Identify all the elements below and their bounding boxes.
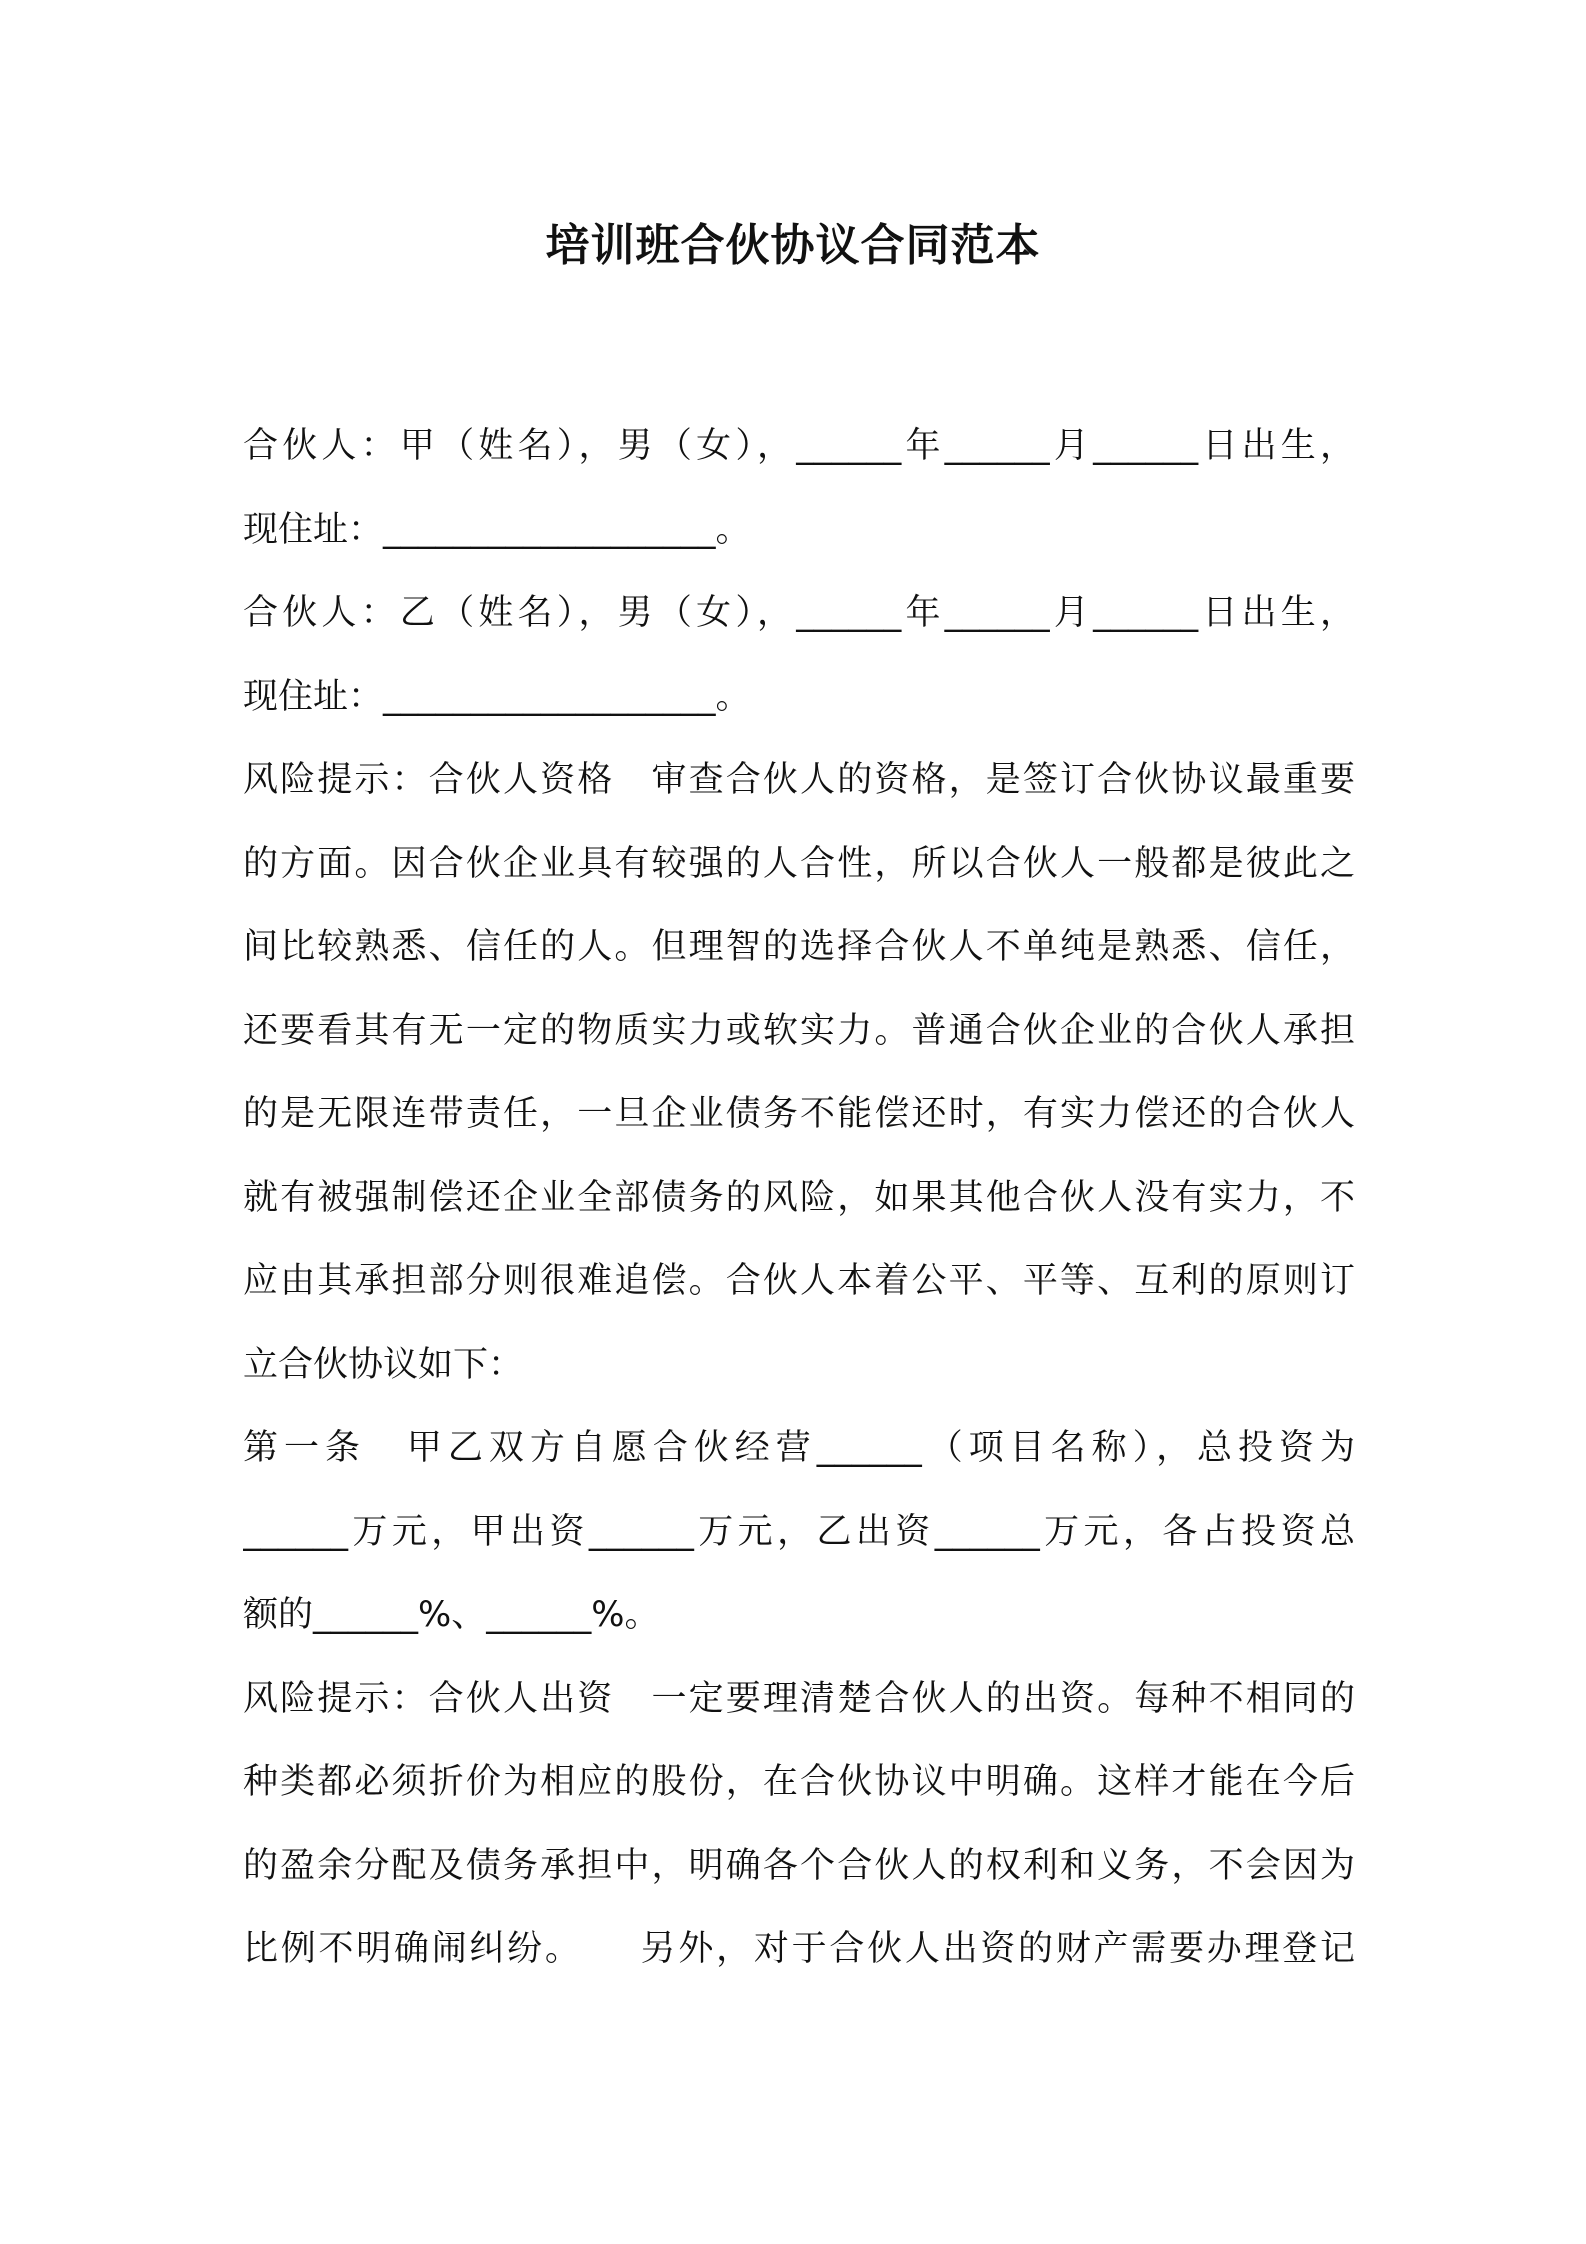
body-line: 第一条 甲乙双方自愿合伙经营______（项目名称），总投资为 — [243, 1428, 1355, 1468]
body-line: 比例不明确闹纠纷。 另外，对于合伙人出资的财产需要办理登记 — [243, 1929, 1355, 1969]
body-line: 的是无限连带责任，一旦企业债务不能偿还时，有实力偿还的合伙人 — [243, 1094, 1355, 1134]
body-line: ______万元，甲出资______万元，乙出资______万元，各占投资总 — [243, 1511, 1355, 1552]
document-title: 培训班合伙协议合同范本 — [545, 220, 1041, 271]
body-line: 立合伙协议如下： — [243, 1344, 524, 1385]
body-line: 合伙人：甲（姓名），男（女），______年______月______日出生， — [243, 426, 1355, 466]
body-line: 应由其承担部分则很难追偿。合伙人本着公平、平等、互利的原则订 — [243, 1261, 1355, 1301]
body-line: 风险提示：合伙人资格 审查合伙人的资格，是签订合伙协议最重要 — [243, 760, 1355, 800]
body-line: 就有被强制偿还企业全部债务的风险，如果其他合伙人没有实力，不 — [243, 1177, 1355, 1218]
body-line: 风险提示：合伙人出资 一定要理清楚合伙人的出资。每种不相同的 — [243, 1678, 1355, 1719]
body-line: 的盈余分配及债务承担中，明确各个合伙人的权利和义务，不会因为 — [243, 1845, 1355, 1886]
body-line: 间比较熟悉、信任的人。但理智的选择合伙人不单纯是熟悉、信任， — [243, 927, 1355, 967]
body-line: 额的______%、______%。 — [243, 1595, 660, 1635]
body-line: 现住址：___________________。 — [243, 509, 751, 550]
body-line: 还要看其有无一定的物质实力或软实力。普通合伙企业的合伙人承担 — [243, 1010, 1355, 1051]
body-line: 合伙人：乙（姓名），男（女），______年______月______日出生， — [243, 593, 1355, 633]
document-body — [243, 405, 1355, 1992]
body-line: 现住址：___________________。 — [243, 676, 751, 717]
body-line: 种类都必须折价为相应的股份，在合伙协议中明确。这样才能在今后 — [243, 1762, 1355, 1802]
body-line: 的方面。因合伙企业具有较强的人合性，所以合伙人一般都是彼此之 — [243, 843, 1355, 884]
